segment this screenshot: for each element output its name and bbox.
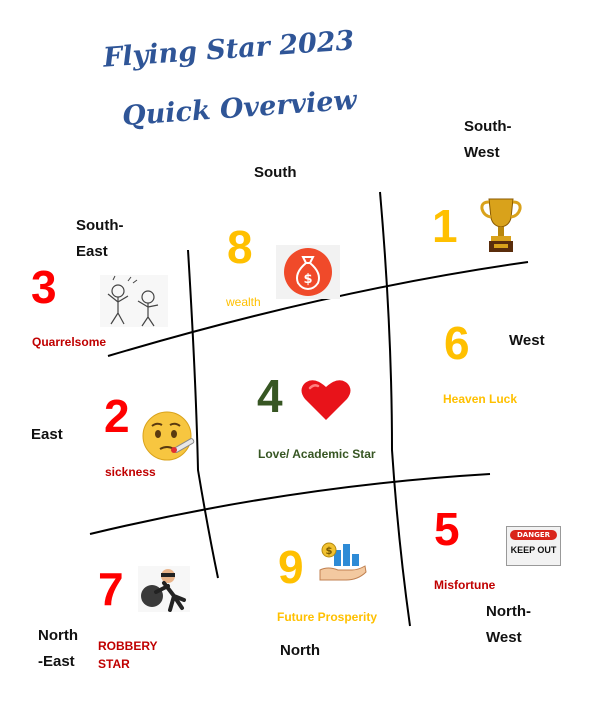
direction-west: West [509,332,545,349]
direction-southeast-1: South- [76,217,124,234]
heart-icon [300,378,352,422]
direction-northeast-2: -East [38,653,75,670]
hand-money-icon [318,536,368,584]
star-number-e: 2 [104,390,130,442]
direction-south: South [254,164,297,181]
danger-sign-bottom: KEEP OUT [510,545,557,555]
title-line-1: Flying Star 2023 [102,25,356,74]
star-label-ne-1: ROBBERY [98,639,158,653]
direction-north: North [280,642,320,659]
star-label-nw: Misfortune [434,578,496,592]
star-number-nw: 5 [434,503,460,555]
sick-face-icon [140,408,196,464]
direction-southeast-2: East [76,243,108,260]
star-number-n: 9 [278,541,304,593]
star-label-ne-2: STAR [98,657,130,671]
direction-northwest-2: West [486,629,522,646]
star-number-sw: 1 [432,200,458,252]
money-bag-icon [276,245,340,299]
star-number-s: 8 [227,221,253,273]
quarrel-icon [100,275,168,327]
star-number-c: 4 [257,370,283,422]
svg-text:$: $ [325,546,333,557]
title-line-2: Quick Overview [121,84,358,133]
robber-icon [138,566,190,612]
star-label-n: Future Prosperity [277,610,378,624]
star-label-e: sickness [105,465,156,479]
direction-east: East [31,426,63,443]
star-label-c: Love/ Academic Star [258,447,376,461]
trophy-icon [480,196,522,254]
svg-text:$: $ [303,272,313,287]
star-label-s: wealth [226,295,261,309]
direction-northeast-1: North [38,627,78,644]
danger-sign-top: DANGER [510,530,557,540]
star-number-ne: 7 [98,563,124,615]
star-label-se: Quarrelsome [32,335,107,349]
star-number-w: 6 [444,317,470,369]
star-number-se: 3 [31,261,57,313]
direction-southwest-1: South- [464,118,512,135]
danger-sign-icon [506,526,561,566]
star-label-w: Heaven Luck [443,392,518,406]
direction-southwest-2: West [464,144,500,161]
direction-northwest-1: North- [486,603,531,620]
